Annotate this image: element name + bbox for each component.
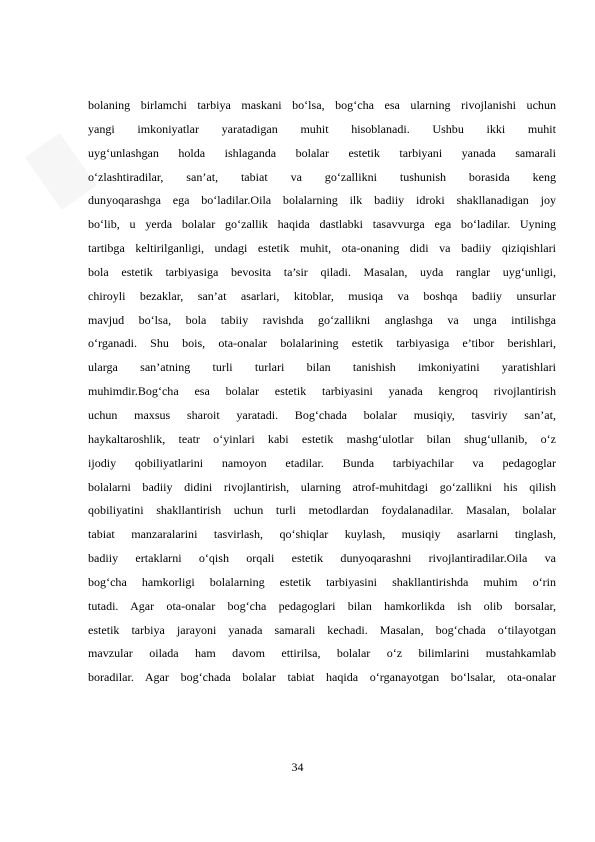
text-line: bola estetik tarbiyasiga bevosita ta’sir qiladi. Masalan, uyda ranglar uyg‘unligi, (88, 264, 556, 279)
text-line: bolaning birlamchi tarbiya maskani bo‘lsa, bog‘cha esa ularning rivojlanishi uchun (88, 98, 556, 112)
text-line: uyg‘unlashgan holda ishlaganda bolalar estetik tarbiyani yanada samarali (88, 145, 556, 160)
text-line: ularga san’atning turli turlari bilan tanishish imkoniyatini yaratishlari (88, 360, 556, 375)
text-line: tartibga keltirilganligi, undagi estetik muhit, ota-onaning didi va badiiy qiziqishlari (88, 241, 556, 256)
text-line: uchun maxsus sharoit yaratadi. Bog‘chada bolalar musiqiy, tasviriy san’at, (88, 407, 556, 422)
text-line: ijodiy qobiliyatlarini namoyon etadilar. Bunda tarbiyachilar va pedagoglar (88, 455, 556, 470)
text-line: mavzular oilada ham davom ettirilsa, bolalar o‘z bilimlarini mustahkamlab (88, 646, 556, 661)
text-line: tabiat manzaralarini tasvirlash, qo‘shiqlar kuylash, musiqiy asarlarni tinglash, (88, 527, 556, 542)
text-line: chiroyli bezaklar, san’at asarlari, kitoblar, musiqa va boshqa badiiy unsurlar (88, 288, 556, 303)
text-line: muhimdir.Bog‘cha esa bolalar estetik tarbiyasini yanada kengroq rivojlantirish (88, 384, 556, 399)
text-line: dunyoqarashga ega bo‘ladilar.Oila bolalarning ilk badiiy idroki shakllanadigan joy (88, 193, 556, 208)
text-line: boradilar. Agar bog‘chada bolalar tabiat haqida o‘rganayotgan bo‘lsalar, ota-onalar (88, 670, 556, 685)
text-line: badiiy ertaklarni o‘qish orqali estetik dunyoqarashni rivojlantiradilar.Oila va (88, 551, 556, 566)
text-line: bog‘cha hamkorligi bolalarning estetik tarbiyasini shakllantirishda muhim o‘rin (88, 574, 556, 589)
text-line: bolalarni badiiy didini rivojlantirish, ularning atrof-muhitdagi go‘zallikni his qilish (88, 479, 556, 494)
text-line: o‘rganadi. Shu bois, ota-onalar bolalarining estetik tarbiyasiga e’tibor berishlari, (88, 336, 556, 351)
text-line: mavjud bo‘lsa, bola tabiiy ravishda go‘zallikni anglashga va unga intilishga (88, 312, 556, 327)
text-line: haykaltaroshlik, teatr o‘yinlari kabi estetik mashg‘ulotlar bilan shug‘ullanib, o‘z (88, 431, 556, 446)
text-line: estetik tarbiya jarayoni yanada samarali kechadi. Masalan, bog‘chada o‘tilayotgan (88, 622, 556, 637)
text-line: bo‘lib, u yerda bolalar go‘zallik haqida dastlabki tasavvurga ega bo‘ladilar. Uyning (88, 217, 556, 232)
text-line: tutadi. Agar ota-onalar bog‘cha pedagoglari bilan hamkorlikda ish olib borsalar, (88, 598, 556, 613)
text-line: o‘zlashtiradilar, san’at, tabiat va go‘zallikni tushunish borasida keng (88, 169, 556, 184)
text-line: qobiliyatini shakllantirish uchun turli metodlardan foydalanadilar. Masalan, bolalar (88, 503, 556, 518)
text-line: yangi imkoniyatlar yaratadigan muhit hisoblanadi. Ushbu ikki muhit (88, 121, 556, 136)
page-number: 34 (291, 760, 304, 774)
body-text (88, 94, 556, 690)
